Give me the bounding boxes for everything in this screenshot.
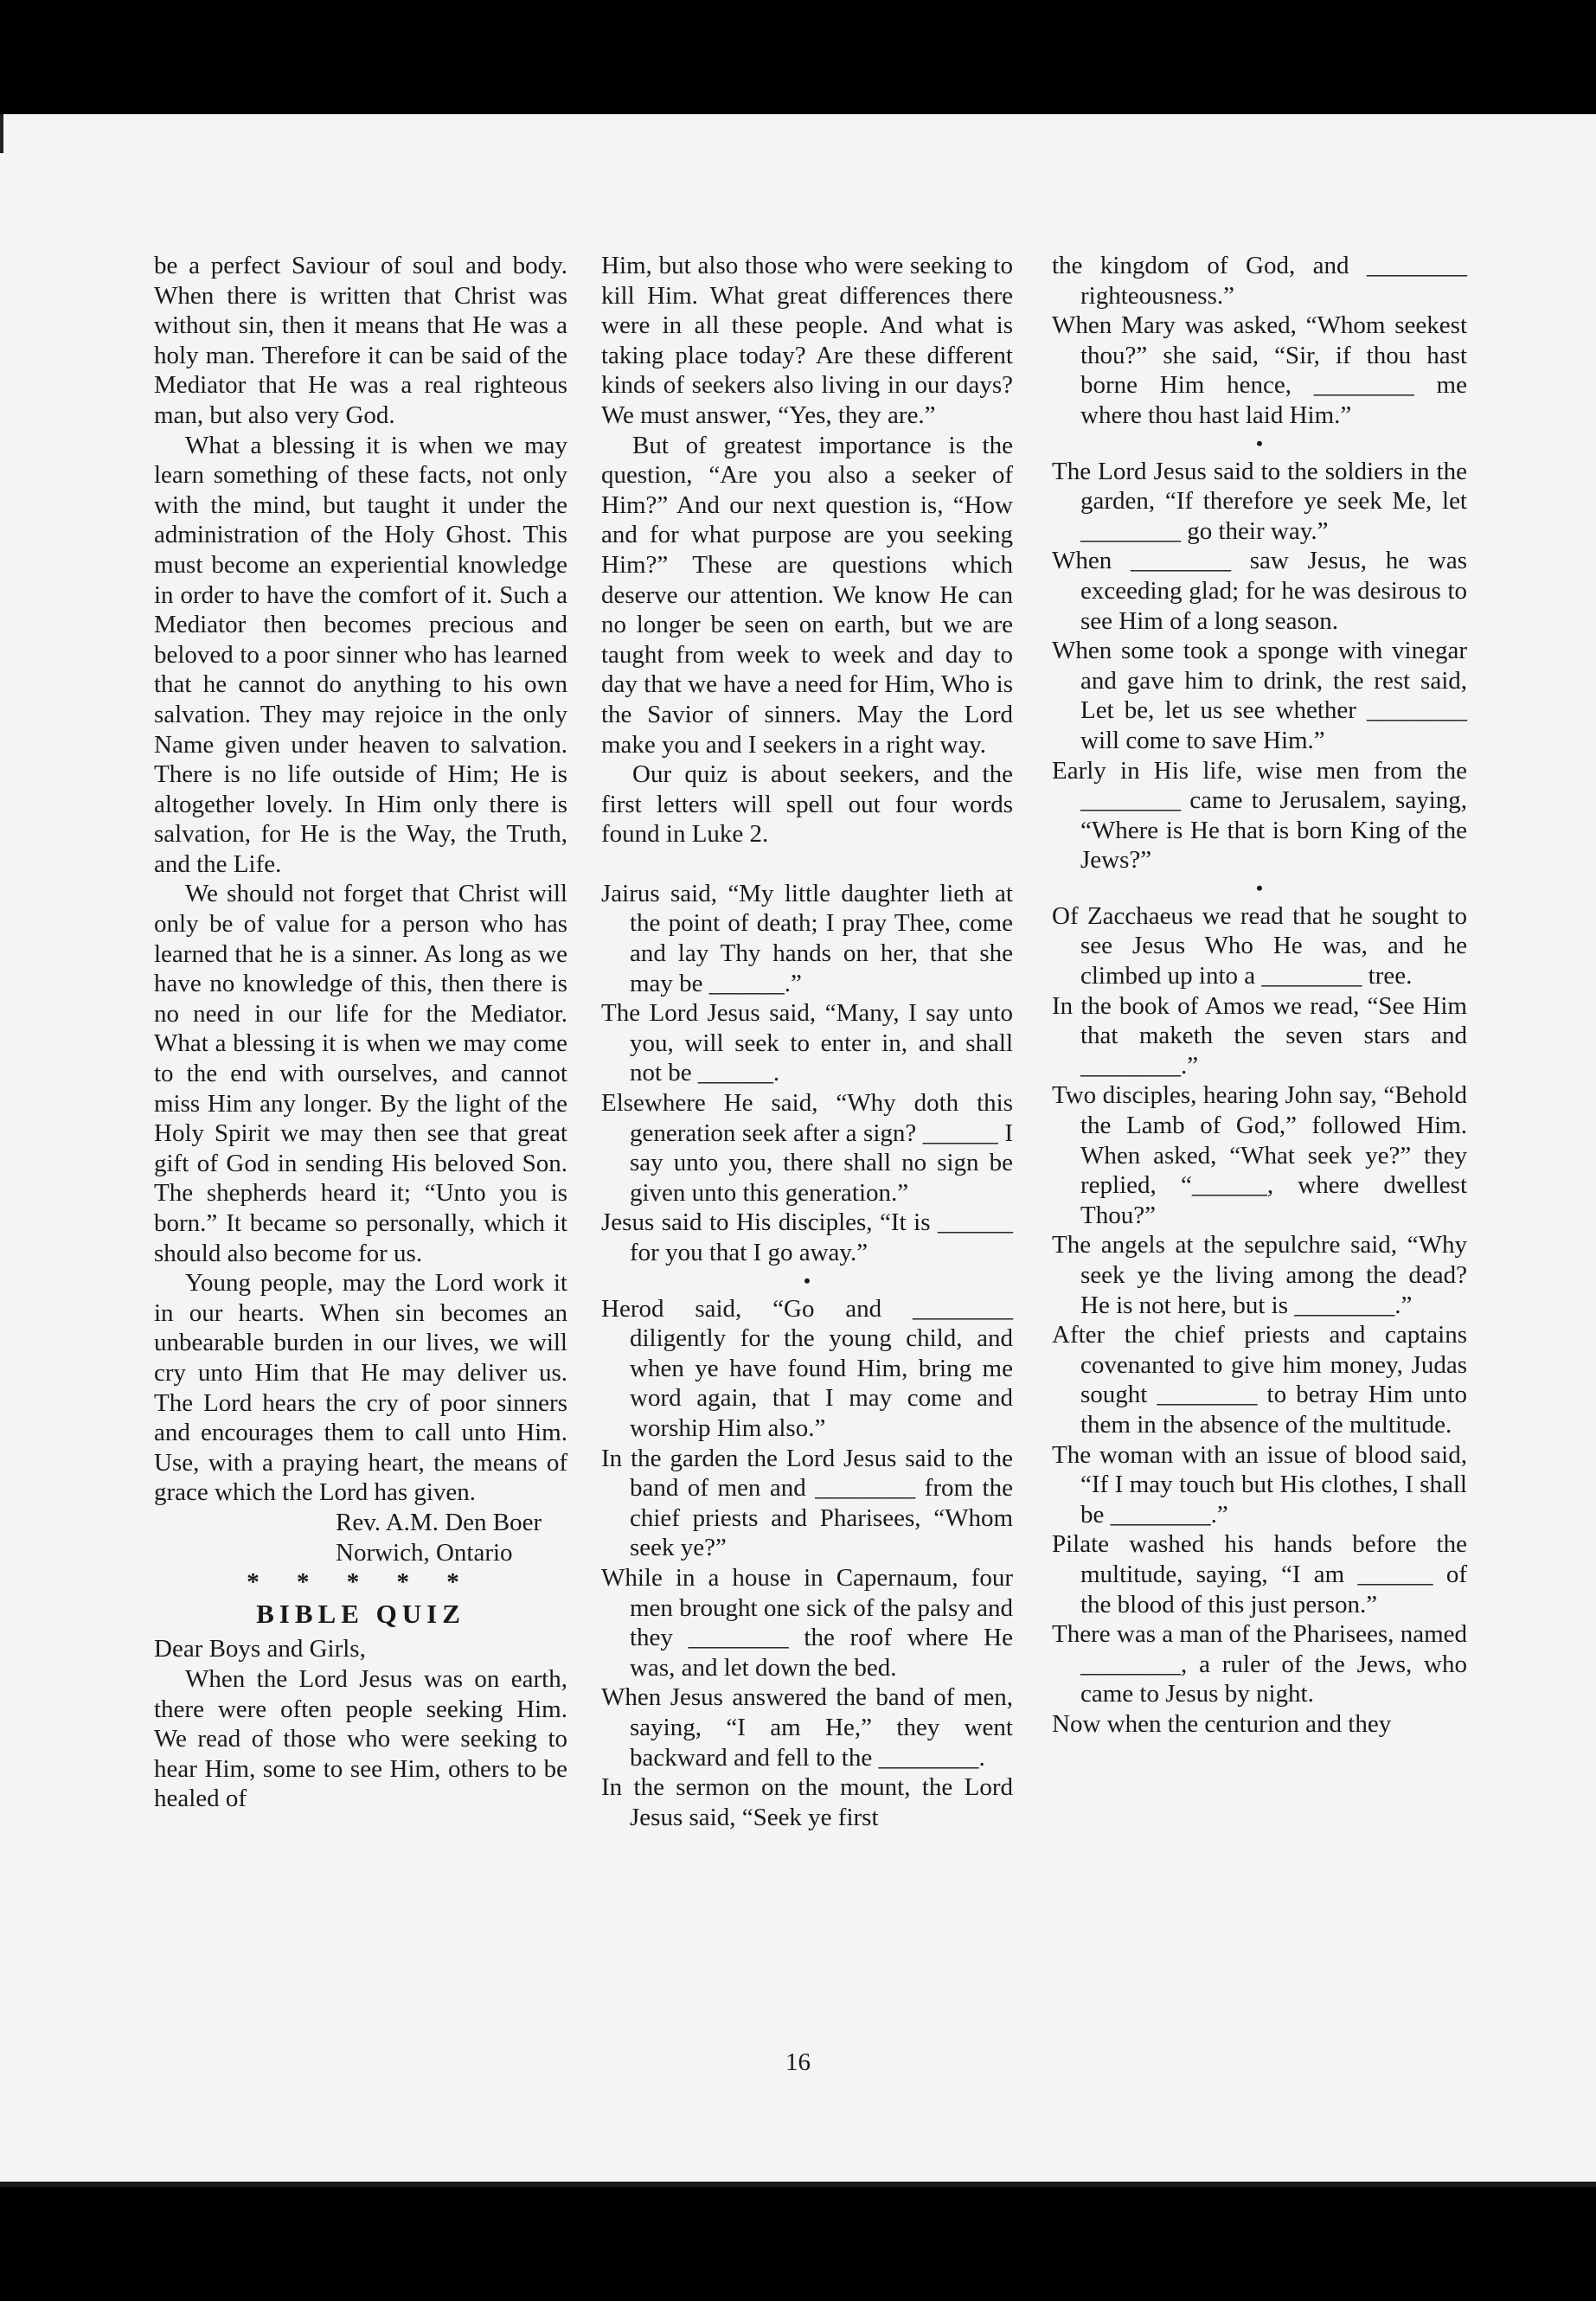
quiz-question: When Mary was asked, “Whom seekest thou?” she said, “Sir, if thou hast borne Him hence, ________ me where thou hast laid Him.” [1052,311,1467,429]
quiz-question: While in a house in Capernaum, four men brought one sick of the palsy and they ________ the roof where He was, and let down the bed. [601,1563,1013,1682]
quiz-heading: BIBLE QUIZ [256,1598,465,1629]
article-paragraph: be a perfect Saviour of soul and body. When there is written that Christ was without sin, then it means that He was a holy man. Therefore it can be said of the Mediator that He was a real righteous man, but also very God. [154,252,567,429]
quiz-question: The Lord Jesus said to the soldiers in the garden, “If therefore ye seek Me, let ________ go their way.” [1052,457,1467,545]
article-paragraph: We should not forget that Christ will only be of value for a person who has learned that he is a sinner. As long as we have no knowledge of this, then there is no need in our life for the Mediator. What a blessing it is when we may come to the end with ourselves, and cannot miss Him any longer. By the light of the Holy Spirit we may then see that great gift of God in sending His beloved Son. The shepherds heard it; “Unto you is born.” It became so personally, which it should also become for us. [154,880,567,1267]
quiz-question: The Lord Jesus said, “Many, I say unto you, will seek to enter in, and shall not be ______. [601,999,1013,1087]
scan-edge-mark [0,114,3,153]
article-paragraph: Young people, may the Lord work it in our hearts. When sin becomes an unbearable burden in our lives, we will cry unto Him that He may deliver us. The Lord hears the cry of poor sinners and encourages them to call unto Him. Use, with a praying heart, the means of grace which the Lord has given. [154,1269,567,1507]
quiz-question: The woman with an issue of blood said, “If I may touch but His clothes, I shall be ________.” [1052,1440,1467,1529]
section-separator: * * * * * [247,1568,475,1597]
author-name: Rev. A.M. Den Boer [336,1508,542,1536]
quiz-question: When ________ saw Jesus, he was exceeding glad; for he was desirous to see Him of a long season. [1052,547,1467,635]
column-2 [601,251,1013,1832]
section-dot: • [1256,876,1263,899]
column-3 [1052,251,1467,1740]
quiz-question: Now when the centurion and they [1052,1709,1392,1738]
quiz-question: Two disciples, hearing John say, “Behold the Lamb of God,” followed Him. When asked, “What seek ye?” they replied, “______, where dwellest Thou?” [1052,1081,1467,1229]
quiz-intro-paragraph: Him, but also those who were seeking to kill Him. What great differences there were in all these people. And what is taking place today? Are these different kinds of seekers also living in our days? We must answer, “Yes, they are.” [601,252,1013,429]
quiz-salutation: Dear Boys and Girls, [154,1635,366,1663]
page-number: 16 [785,2048,811,2076]
quiz-question: Of Zacchaeus we read that he sought to see Jesus Who He was, and he climbed up into a ________ tree. [1052,901,1467,990]
quiz-intro-paragraph: When the Lord Jesus was on earth, there were often people seeking Him. We read of those who were seeking to hear Him, some to see Him, others to be healed of [154,1664,567,1813]
quiz-question: When Jesus answered the band of men, saying, “I am He,” they went backward and fell to the ________. [601,1683,1013,1772]
section-dot: • [1256,432,1263,454]
quiz-question: The angels at the sepulchre said, “Why seek ye the living among the dead? He is not here, but is ________.” [1052,1231,1467,1319]
quiz-question: Jairus said, “My little daughter lieth at the point of death; I pray Thee, come and lay Thy hands on her, that she may be ______.” [601,879,1013,997]
quiz-question: In the book of Amos we read, “See Him that maketh the seven stars and ________.” [1052,991,1467,1080]
quiz-question: In the sermon on the mount, the Lord Jesus said, “Seek ye first [601,1773,1013,1831]
article-paragraph: What a blessing it is when we may learn something of these facts, not only with the mind, but taught it under the administration of the Holy Ghost. This must become an experiential knowledge in order to have the comfort of it. Such a Mediator then becomes precious and beloved to a poor sinner who has learned that he cannot do anything to his own salvation. They may rejoice in the only Name given under heaven to salvation. There is no life outside of Him; He is altogether lovely. In Him only there is salvation, for He is the Way, the Truth, and the Life. [154,431,567,878]
section-dot: • [804,1269,811,1292]
quiz-question: There was a man of the Pharisees, named ________, a ruler of the Jews, who came to Jesus by night. [1052,1620,1467,1708]
quiz-question: Jesus said to His disciples, “It is ______ for you that I go away.” [601,1208,1013,1266]
quiz-question: Early in His life, wise men from the ________ came to Jerusalem, saying, “Where is He that is born King of the Jews?” [1052,756,1467,875]
quiz-question: Elsewhere He said, “Why doth this generation seek after a sign? ______ I say unto you, there shall no sign be given unto this generation.” [601,1089,1013,1207]
quiz-question: Herod said, “Go and ________ diligently for the young child, and when ye have found Him, bring me word again, that I may come and worship Him also.” [601,1294,1013,1442]
quiz-intro-paragraph: But of greatest importance is the question, “Are you also a seeker of Him?” And our next question is, “How and for what purpose are you seeking Him?” These are questions which deserve our attention. We know He can no longer be seen on earth, but we are taught from week to week and day to day that we have a need for Him, Who is the Savior of sinners. May the Lord make you and I seekers in a right way. [601,431,1013,759]
page-bottom-edge [0,2182,1596,2187]
author-location: Norwich, Ontario [336,1538,513,1567]
quiz-question: When some took a sponge with vinegar and gave him to drink, the rest said, Let be, let us see whether ________ will come to save Him.” [1052,637,1467,754]
quiz-question: the kingdom of God, and ________ righteousness.” [1052,252,1467,310]
column-1 [154,251,567,1814]
spacer [601,849,1013,879]
quiz-question: After the chief priests and captains covenanted to give him money, Judas sought ________ to betray Him unto them in the absence of the multitude. [1052,1321,1467,1439]
quiz-question: Pilate washed his hands before the multitude, saying, “I am ______ of the blood of this just person.” [1052,1530,1467,1618]
quiz-question: In the garden the Lord Jesus said to the band of men and ________ from the chief priests and Pharisees, “Whom seek ye?” [601,1444,1013,1562]
quiz-intro-paragraph: Our quiz is about seekers, and the first letters will spell out four words found in Luke 2. [601,760,1013,849]
